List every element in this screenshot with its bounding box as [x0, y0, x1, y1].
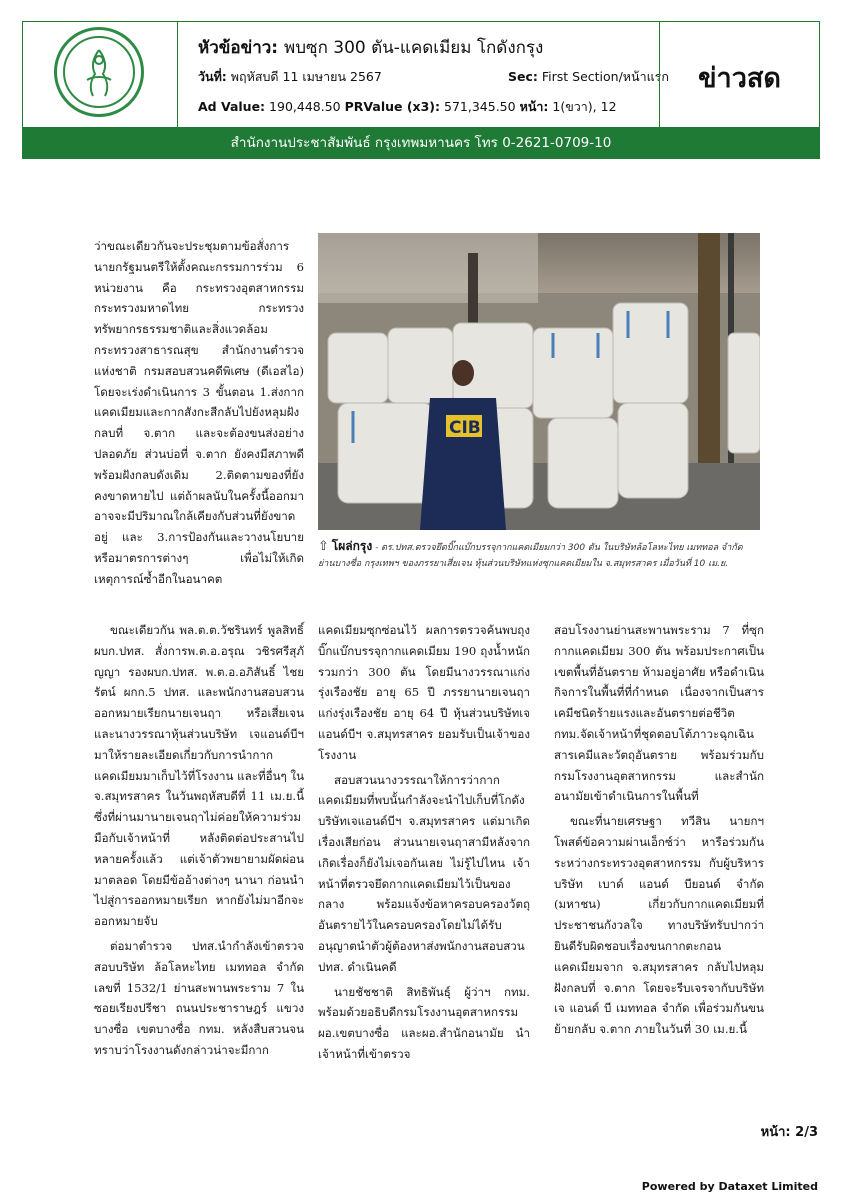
vest-text: CIB — [449, 418, 481, 438]
headline-text: พบซุก 300 ตัน-แคดเมียม โกดังกรุง — [284, 38, 544, 58]
date-row — [198, 67, 382, 87]
paragraph: ต่อมาตำรวจ ปทส.นำกำลังเข้าตรวจสอบบริษัท ล้อโลหะไทย เมททอล จำกัด เลขที่ 1532/1 ย่านสะพานพระราม 7 ในซอยเรียงปรีชา ถนนประชาราษฎร์ แขวงบางซื่อ เขตบางซื่อ กทม. หลังสืบสวนจนทราบว่าโรงงานดังกล่าวน่าจะมีกาก — [94, 938, 304, 1057]
seal-emblem-icon — [57, 30, 141, 114]
value-row — [198, 97, 617, 117]
headline-row — [198, 34, 543, 61]
headline-label: หัวข้อข่าว: — [198, 38, 279, 58]
warehouse-bags-image — [318, 233, 760, 530]
paragraph: สอบสวนนางวรรณาให้การว่ากากแคดเมียมที่พบนั้นกำลังจะนำไปเก็บที่โกดังบริษัทเจแอนด์บีฯ จ.สมุทรสาคร แต่มาเกิดเรื่องเสียก่อน ส่วนนายเจนฤาสามีหลังจากเกิดเรื่องก็ยังไม่เจอกันเลย ไม่รู้ไปไหน เจ้าหน้าที่ตรวจยึดกากแคดเมียมไว้เป็นของกลาง พร้อมแจ้งข้อหาครอบครองวัตถุอันตรายไว้ในครอบครองโดยไม่ได้รับอนุญาตนำตัวผู้ต้องหาส่งพนักงานสอบสวน ปทส. ดำเนินคดี — [318, 772, 530, 974]
clip-metadata — [188, 22, 668, 127]
office-banner: สำนักงานประชาสัมพันธ์ กรุงเทพมหานคร โทร 0-2621-0709-10 — [23, 127, 819, 159]
caption-text: - ตร.ปทส.ตรวจยึดบิ๊กแบ๊กบรรจุกากแคดเมียมกว่า 300 ตัน ในบริษัทล้อโลหะไทย เมททอล จำกัด ย่านบางซื่อ กรุงเทพฯ ของภรรยาเสี่ยเจน หุ้นส่วนบริษัทแห่งซุกแคดเมียมใน จ.สมุทรสาคร เมื่อวันที่ 10 เม.ย. — [318, 543, 743, 569]
ad-value-label: Ad Value: — [198, 99, 266, 114]
pr-value-label: PRValue (x3): — [344, 99, 441, 114]
news-photo — [318, 233, 760, 530]
paragraph: ขณะเดียวกัน พล.ต.ต.วัชรินทร์ พูลสิทธิ์ ผบก.ปทส. สั่งการพ.ต.อ.อรุณ วชิรศรีสุภัญญา รองผบก.ปทส. พ.ต.อ.อภิสันธิ์ ไชยรัตน์ ผกก.5 ปทส. และพนักงานสอบสวนออกหมายเรียกนายเจนฤา หรือเสี่ยเจน และนางวรรณาหุ้นส่วนบริษัท เจแอนด์บีฯ มาให้รายละเอียดเกี่ยวกับการนำกากแคดเมียมมาเก็บไว้ที่โรงงาน และที่อื่นๆ ใน จ.สมุทรสาคร ในวันพฤหัสบดีที่ 11 เม.ย.นี้ ซึ่งที่ผ่านมานายเจนฤาไม่ค่อยให้ความร่วมมือกับเจ้าหน้าที่ หลังติดต่อประสานไปหลายครั้งแล้ว แต่เจ้าตัวพยายามผัดผ่อนมาตลอด โดยมีข้ออ้างต่างๆ นานา ก่อนนำไปสู่การออกหมายเรียก หากยังไม่มาอีกจะออกหมายจับ — [94, 623, 305, 929]
caption-arrow-icon: ⇧ — [318, 539, 329, 554]
page-number: หน้า: 2/3 — [760, 1125, 818, 1140]
date-label: วันที่: — [198, 69, 227, 84]
paragraph: ขณะที่นายเศรษฐา ทวีสิน นายกฯ โพสต์ข้อความผ่านเอ็กซ์ว่า หารือร่วมกันระหว่างกระทรวงอุตสาหกรรม กับผู้บริหารบริษัท เบาด์ แอนด์ บียอนด์ จำกัด (มหาชน) เกี่ยวกับกากแคดเมียมที่ประชาชนกังวลใจ ทางบริษัทรับปากว่ายินดีรับผิดชอบเรื่องขนกากตะกอนแคดเมียมจาก จ.สมุทรสาคร กลับไปหลุมฝังกลบที่ จ.ตาก โดยจะรีบเจรจากับบริษัท เจ แอนด์ บี เมททอล จำกัด เพื่อร่วมกันขนย้ายกลับ จ.ตาก ภายในวันที่ 30 เม.ย.นี้ — [554, 814, 764, 1037]
ad-value: 190,448.50 — [269, 99, 341, 114]
pr-value: 571,345.50 — [444, 99, 516, 114]
publication-name: ข่าวสด — [698, 63, 781, 94]
paragraph: ว่าขณะเดียวกันจะประชุมตามข้อสั่งการนายกรัฐมนตรีให้ตั้งคณะกรรมการร่วม 6 หน่วยงาน คือ กระทรวงอุตสาหกรรม กระทรวงมหาดไทย กระทรวงทรัพยากรธรรมชาติและสิ่งแวดล้อม กระทรวงสาธารณสุข สำนักงานตำรวจแห่งชาติ กรมสอบสวนคดีพิเศษ (ดีเอสไอ) โดยจะเร่งดำเนินการ 3 ขั้นตอน 1.ส่งกากแคดเมียมและกากสังกะสีกลับไปยังหลุมฝังกลบที่ จ.ตาก และจะต้องขนส่งอย่างปลอดภัย ส่วนบ่อที่ จ.ตาก ยังคงมีสภาพดี พร้อมฝังกลบดังเดิม 2.ติดตามของที่ยังคงขาดหายไป แต่ถ้าผลนับในครั้งนี้ออกมาอาจจะมีปริมาณใกล้เคียงกับส่วนที่ยังขาดอยู่ และ 3.การป้องกันและวางนโยบาย หรือมาตรการต่างๆ เพื่อไม่ให้เกิดเหตุการณ์ซ้ำอีกในอนาคต — [94, 239, 304, 586]
caption-title: โผล่กรุง — [331, 539, 373, 553]
article-column-3 — [554, 620, 764, 1044]
page-value: 1(ขวา), 12 — [552, 99, 617, 114]
paragraph: แคดเมียมซุกซ่อนไว้ ผลการตรวจค้นพบถุงบิ๊กแบ๊กบรรจุกากแคดเมียม 190 ถุงน้ำหนักรวมกว่า 300 ตัน โดยมีนางวรรณาแก่งรุ่งเรืองชัย อายุ 65 ปี ภรรยานายเจนฤาแก่งรุ่งเรืองชัย อายุ 64 ปี หุ้นส่วนบริษัทเจแอนด์บีฯ จ.สมุทรสาคร ยอมรับเป็นเจ้าของโรงงาน — [318, 623, 530, 762]
paragraph: นายชัชชาติ สิทธิพันธุ์ ผู้ว่าฯ กทม. พร้อมด้วยอธิบดีกรมโรงงานอุตสาหกรรม ผอ.เขตบางซื่อ และผอ.สำนักอนามัย นำเจ้าหน้าที่เข้าตรวจ — [318, 984, 530, 1061]
section-label: Sec: — [508, 69, 538, 84]
article-column-1-bottom — [94, 620, 304, 1065]
publication-box — [659, 22, 819, 127]
photo-caption — [318, 538, 760, 572]
bangkok-seal-logo — [54, 27, 144, 117]
article-column-2 — [318, 620, 530, 1069]
section-row — [508, 67, 669, 87]
clip-header — [22, 21, 820, 159]
date-value: พฤหัสบดี 11 เมษายน 2567 — [230, 69, 382, 84]
article-column-1-top — [94, 236, 304, 594]
page-label: หน้า: — [519, 99, 549, 114]
powered-by: Powered by Dataxet Limited — [641, 1180, 818, 1193]
logo-area — [23, 22, 178, 127]
paragraph: สอบโรงงานย่านสะพานพระราม 7 ที่ซุกกากแคดเมียม 300 ตัน พร้อมประกาศเป็นเขตพื้นที่อันตราย ห้ามอยู่อาศัย หรือดำเนินกิจการในพื้นที่ที่กำหนด เนื่องจากเป็นสารเคมีชนิดร้ายแรงและอันตรายต่อชีวิต กทม.จัดเจ้าหน้าที่ชุดตอบโต้ภาวะฉุกเฉินสารเคมีและวัตถุอันตราย พร้อมร่วมกับกรมโรงงานอุตสาหกรรม และสำนักอนามัยเข้าดำเนินการในพื้นที่ — [554, 623, 764, 804]
section-value: First Section/หน้าแรก — [541, 69, 669, 84]
